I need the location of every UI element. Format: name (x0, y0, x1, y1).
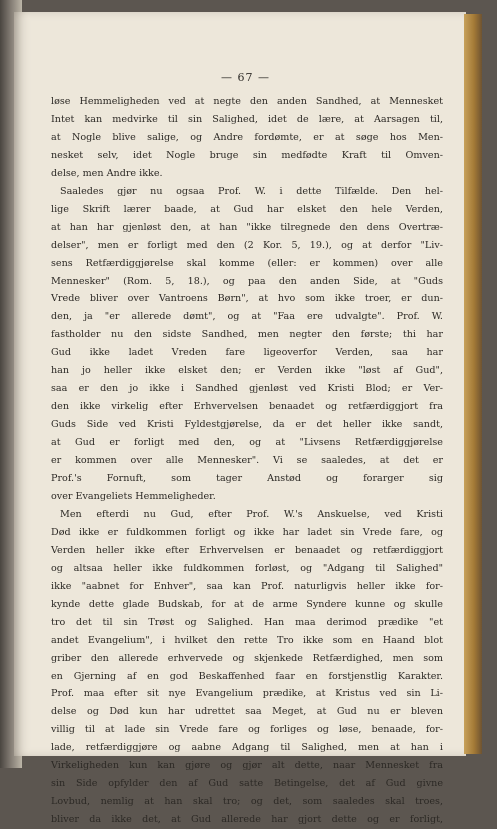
text-line: Verden heller ikke efter Erhvervelsen er benaadet og retfærdiggjort (51, 544, 443, 556)
text-line: Virkeligheden kun kan gjøre og gjør alt dette, naar Mennesket fra (51, 760, 443, 772)
text-line: Prof. maa efter sit nye Evangelium prædike, at Kristus ved sin Li- (51, 688, 443, 700)
text-line: nesket selv, idet Nogle bruge sin medfødte Kraft til Omven- (51, 149, 443, 161)
text-line: den ikke virkelig efter Erhvervelsen benaadet og retfærdiggjort fra (51, 401, 443, 413)
text-line: bliver da ikke det, at Gud allerede har gjort dette og er forligt, (51, 814, 443, 826)
text-line: lade, retfærdiggjøre og aabne Adgang til Salighed, men at han i (51, 742, 443, 754)
text-line: over Evangeliets Hemmeligheder. (51, 490, 216, 502)
text-line: løse Hemmeligheden ved at negte den anden Sandhed, at Mennesket (51, 96, 443, 107)
text-line: at han har gjenløst den, at han "ikke tilregnede den dens Overtræ- (51, 221, 443, 233)
text-line: Men efterdi nu Gud, efter Prof. W.'s Anskuelse, ved Kristi (60, 508, 443, 520)
text-line: at Nogle blive salige, og Andre fordømte, er at søge hos Men- (51, 131, 443, 143)
text-line: Vrede bliver over Vantroens Børn", at hvo som ikke troer, er dun- (51, 293, 443, 305)
text-line: Prof.'s Fornuft, som tager Anstød og forarger sig (51, 473, 443, 485)
text-line: sin Side opfylder den af Gud satte Betingelse, det af Gud givne (51, 778, 443, 790)
text-line: lige Skrift lærer baade, at Gud har elsket den hele Verden, (51, 203, 443, 215)
text-line: Mennesker" (Rom. 5, 18.), og paa den anden Side, at "Guds (51, 275, 443, 287)
text-line: delse og Død kun har udrettet saa Meget, at Gud nu er bleven (51, 706, 443, 718)
text-line: er kommen over alle Mennesker". Vi se saaledes, at det er (51, 455, 443, 467)
page-number: — 67 — (221, 71, 270, 84)
text-line: og altsaa heller ikke fuldkommen forløst, og "Adgang til Salighed" (51, 562, 443, 574)
text-line: fastholder nu den sidste Sandhed, men negter den første; thi har (51, 329, 443, 341)
text-line: Lovbud, nemlig at han skal tro; og det, som saaledes skal troes, (51, 796, 443, 808)
text-line: andet Evangelium", i hvilket den rette Tro ikke som en Haand blot (51, 634, 443, 646)
text-line: saa er den jo ikke i Sandhed gjenløst ved Kristi Blod; er Ver- (51, 383, 443, 395)
text-line: Saaledes gjør nu ogsaa Prof. W. i dette Tilfælde. Den hel- (60, 185, 443, 197)
text-line: at Gud er forligt med den, og at "Livsens Retfærdiggjørelse (51, 437, 443, 449)
text-line: griber den allerede erhvervede og skjenkede Retfærdighed, men som (51, 652, 443, 664)
text-line: han jo heller ikke elsket den; er Verden ikke "løst af Gud", (51, 365, 443, 377)
text-line: delser", men er forligt med den (2 Kor. 5, 19.), og at derfor "Liv- (51, 239, 443, 251)
page-edge (464, 14, 482, 754)
text-line: kynde dette glade Budskab, for at de arme Syndere kunne og skulle (51, 598, 443, 610)
text-line: Død ikke er fuldkommen forligt og ikke har ladet sin Vrede fare, og (51, 526, 443, 538)
text-line: tro det til sin Trøst og Salighed. Han maa derimod prædike "et (51, 616, 443, 628)
text-line: delse, men Andre ikke. (51, 167, 163, 179)
text-line: Gud ikke ladet Vreden fare ligeoverfor Verden, saa har (51, 347, 443, 359)
text-line: sens Retfærdiggjørelse skal komme (eller: er kommen) over alle (51, 257, 443, 269)
text-line: ikke "aabnet for Enhver", saa kan Prof. naturligvis heller ikke for- (51, 580, 443, 592)
text-line: Intet kan medvirke til sin Salighed, idet de lære, at Aarsagen til, (51, 113, 443, 125)
text-line: den, ja "er allerede dømt", og at "Faa ere udvalgte". Prof. W. (51, 311, 443, 323)
text-line: Guds Side ved Kristi Fyldestgjørelse, da er det heller ikke sandt, (51, 419, 443, 431)
body-text (51, 93, 443, 829)
text-line: en Gjerning af en god Beskaffenhed faar en forstjenstlig Karakter. (51, 670, 443, 682)
text-line: villig til at lade sin Vrede fare og forliges og løse, benaade, for- (51, 724, 443, 736)
